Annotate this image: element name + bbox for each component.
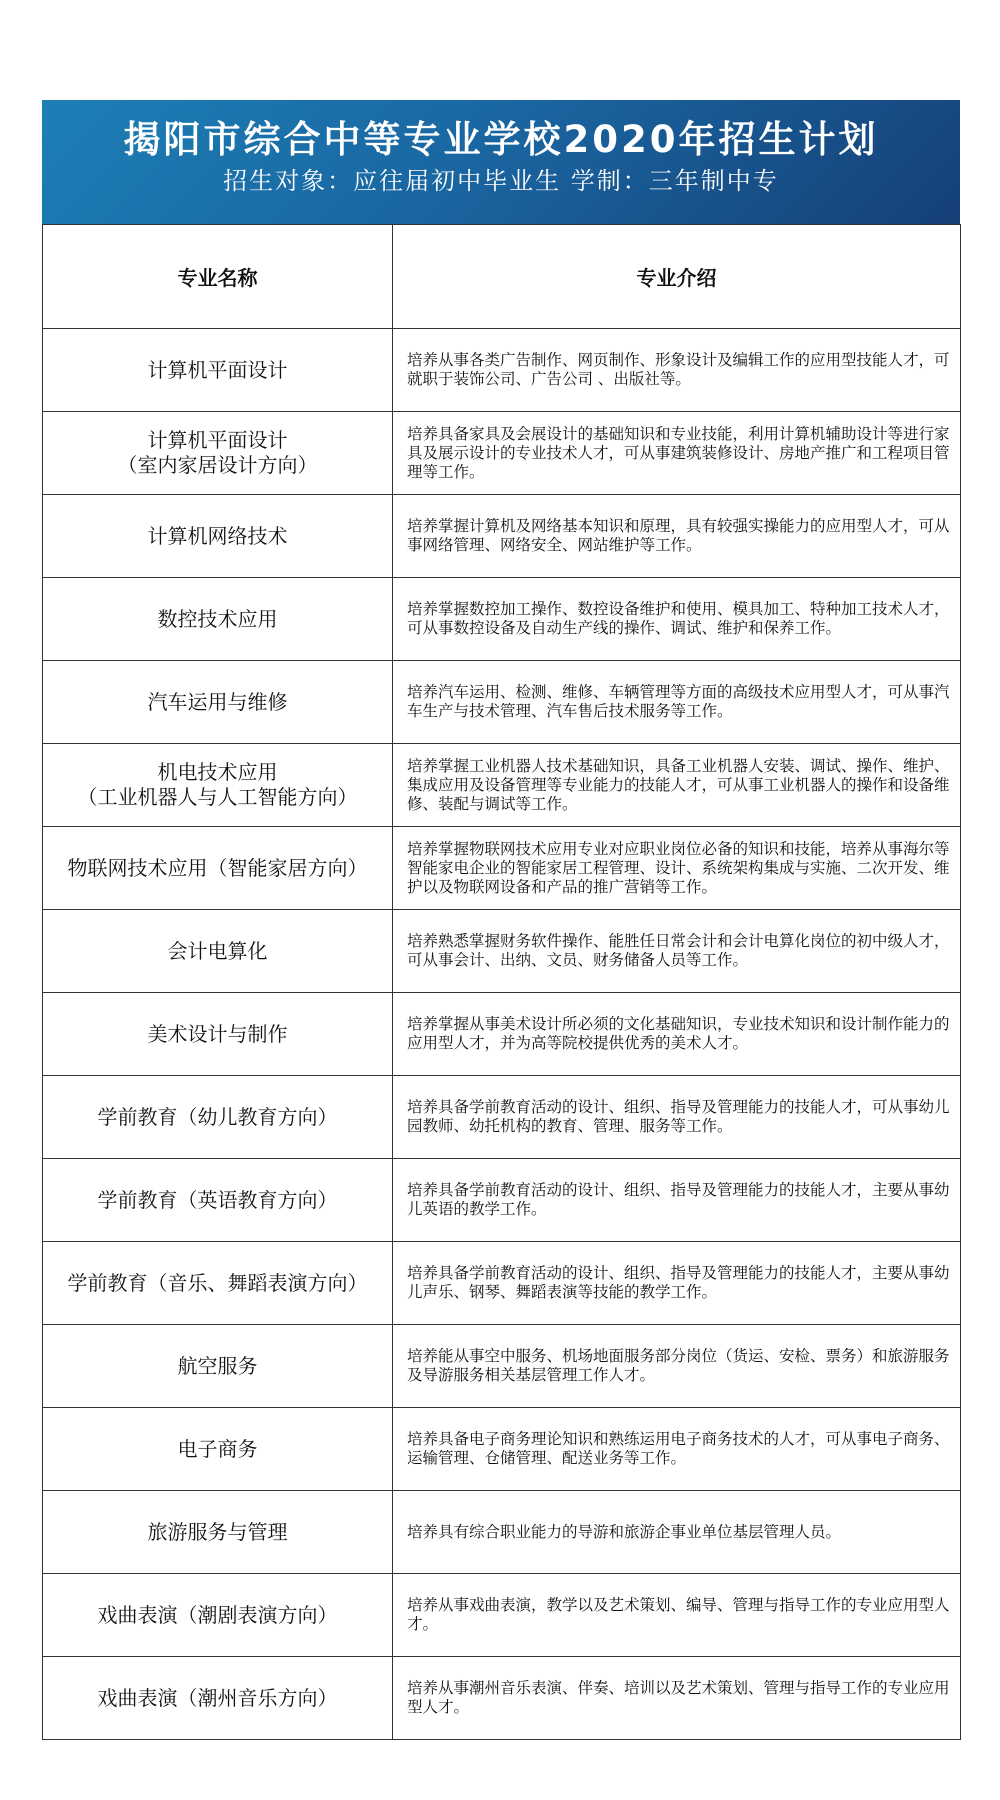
page-subtitle: 招生对象：应往届初中毕业生 学制：三年制中专 [223, 167, 779, 195]
major-name-cell [43, 1574, 393, 1657]
column-header-desc: 专业介绍 [393, 225, 961, 329]
major-name: 戏曲表演（潮剧表演方向） [97, 1602, 338, 1627]
enrollment-plan-sheet [42, 100, 960, 1740]
major-description: 培养掌握数控加工操作、数控设备维护和使用、模具加工、特种加工技术人才，可从事数控设备及自动生产线的操作、调试、维护和保养工作。 [393, 578, 961, 661]
major-name-cell [43, 1076, 393, 1159]
major-name: 物联网技术应用（智能家居方向） [67, 855, 368, 880]
major-description: 培养具备学前教育活动的设计、组织、指导及管理能力的技能人才，主要从事幼儿声乐、钢琴、舞蹈表演等技能的教学工作。 [393, 1242, 961, 1325]
major-description: 培养能从事空中服务、机场地面服务部分岗位（货运、安检、票务）和旅游服务及导游服务相关基层管理工作人才。 [393, 1325, 961, 1408]
major-name-cell [43, 1408, 393, 1491]
table-row [43, 412, 961, 495]
major-description: 培养掌握从事美术设计所必须的文化基础知识，专业技术知识和设计制作能力的应用型人才，并为高等院校提供优秀的美术人才。 [393, 993, 961, 1076]
major-direction: （工业机器人与人工智能方向） [77, 785, 358, 809]
major-name: 电子商务 [177, 1436, 258, 1461]
table-row [43, 661, 961, 744]
table-row [43, 1159, 961, 1242]
major-name-cell [43, 744, 393, 827]
major-name-cell [43, 910, 393, 993]
table-row [43, 1325, 961, 1408]
major-name-cell [43, 1242, 393, 1325]
header-banner [42, 100, 960, 224]
major-name: 美术设计与制作 [147, 1021, 288, 1046]
page-title: 揭阳市综合中等专业学校2020年招生计划 [123, 118, 879, 161]
table-header-row [43, 225, 961, 329]
table-row [43, 1657, 961, 1740]
major-name: 机电技术应用 [157, 760, 278, 784]
major-description: 培养从事潮州音乐表演、伴奏、培训以及艺术策划、管理与指导工作的专业应用型人才。 [393, 1657, 961, 1740]
major-direction: （室内家居设计方向） [117, 453, 318, 477]
major-name: 学前教育（英语教育方向） [97, 1187, 338, 1212]
major-description: 培养具备家具及会展设计的基础知识和专业技能，利用计算机辅助设计等进行家具及展示设计的专业技术人才，可从事建筑装修设计、房地产推广和工程项目管理等工作。 [393, 412, 961, 495]
major-name: 计算机平面设计 [147, 357, 288, 382]
major-description: 培养汽车运用、检测、维修、车辆管理等方面的高级技术应用型人才，可从事汽车生产与技术管理、汽车售后技术服务等工作。 [393, 661, 961, 744]
major-description: 培养熟悉掌握财务软件操作、能胜任日常会计和会计电算化岗位的初中级人才，可从事会计、出纳、文员、财务储备人员等工作。 [393, 910, 961, 993]
major-name: 会计电算化 [167, 938, 268, 963]
major-name: 计算机平面设计 [147, 428, 288, 452]
major-name-cell [43, 1159, 393, 1242]
major-name-cell [43, 412, 393, 495]
major-name: 计算机网络技术 [147, 523, 288, 548]
major-description: 培养具备学前教育活动的设计、组织、指导及管理能力的技能人才，可从事幼儿园教师、幼托机构的教育、管理、服务等工作。 [393, 1076, 961, 1159]
table-row [43, 1574, 961, 1657]
major-description: 培养掌握物联网技术应用专业对应职业岗位必备的知识和技能，培养从事海尔等智能家电企业的智能家居工程管理、设计、系统架构集成与实施、二次开发、维护以及物联网设备和产品的推广营销等工作。 [393, 827, 961, 910]
major-name-cell [43, 578, 393, 661]
major-description: 培养具有综合职业能力的导游和旅游企事业单位基层管理人员。 [393, 1491, 961, 1574]
table-row [43, 1408, 961, 1491]
major-description: 培养具备学前教育活动的设计、组织、指导及管理能力的技能人才，主要从事幼儿英语的教学工作。 [393, 1159, 961, 1242]
major-name-cell [43, 495, 393, 578]
major-name-cell [43, 827, 393, 910]
major-name: 汽车运用与维修 [147, 689, 288, 714]
table-row [43, 744, 961, 827]
table-row [43, 1491, 961, 1574]
major-name: 数控技术应用 [157, 606, 278, 631]
column-header-name: 专业名称 [43, 225, 393, 329]
table-row [43, 827, 961, 910]
major-description: 培养掌握计算机及网络基本知识和原理，具有较强实操能力的应用型人才，可从事网络管理、网络安全、网站维护等工作。 [393, 495, 961, 578]
table-row [43, 1242, 961, 1325]
major-name: 学前教育（音乐、舞蹈表演方向） [67, 1270, 368, 1295]
major-name: 学前教育（幼儿教育方向） [97, 1104, 338, 1129]
major-description: 培养掌握工业机器人技术基础知识，具备工业机器人安装、调试、操作、维护、集成应用及设备管理等专业能力的技能人才，可从事工业机器人的操作和设备维修、装配与调试等工作。 [393, 744, 961, 827]
major-name-cell [43, 1657, 393, 1740]
table-row [43, 329, 961, 412]
major-name-cell [43, 993, 393, 1076]
major-description: 培养具备电子商务理论知识和熟练运用电子商务技术的人才，可从事电子商务、运输管理、仓储管理、配送业务等工作。 [393, 1408, 961, 1491]
major-name: 航空服务 [177, 1353, 258, 1378]
major-name-cell [43, 1325, 393, 1408]
major-description: 培养从事戏曲表演，教学以及艺术策划、编导、管理与指导工作的专业应用型人才。 [393, 1574, 961, 1657]
major-name-cell [43, 1491, 393, 1574]
major-name: 旅游服务与管理 [147, 1519, 288, 1544]
major-name-cell [43, 661, 393, 744]
table-row [43, 578, 961, 661]
table-row [43, 1076, 961, 1159]
table-row [43, 495, 961, 578]
major-description: 培养从事各类广告制作、网页制作、形象设计及编辑工作的应用型技能人才，可就职于装饰公司、广告公司 、出版社等。 [393, 329, 961, 412]
table-body [43, 329, 961, 1740]
table-row [43, 993, 961, 1076]
table-row [43, 910, 961, 993]
major-name: 戏曲表演（潮州音乐方向） [97, 1685, 338, 1710]
major-name-cell [43, 329, 393, 412]
majors-table [42, 224, 961, 1740]
